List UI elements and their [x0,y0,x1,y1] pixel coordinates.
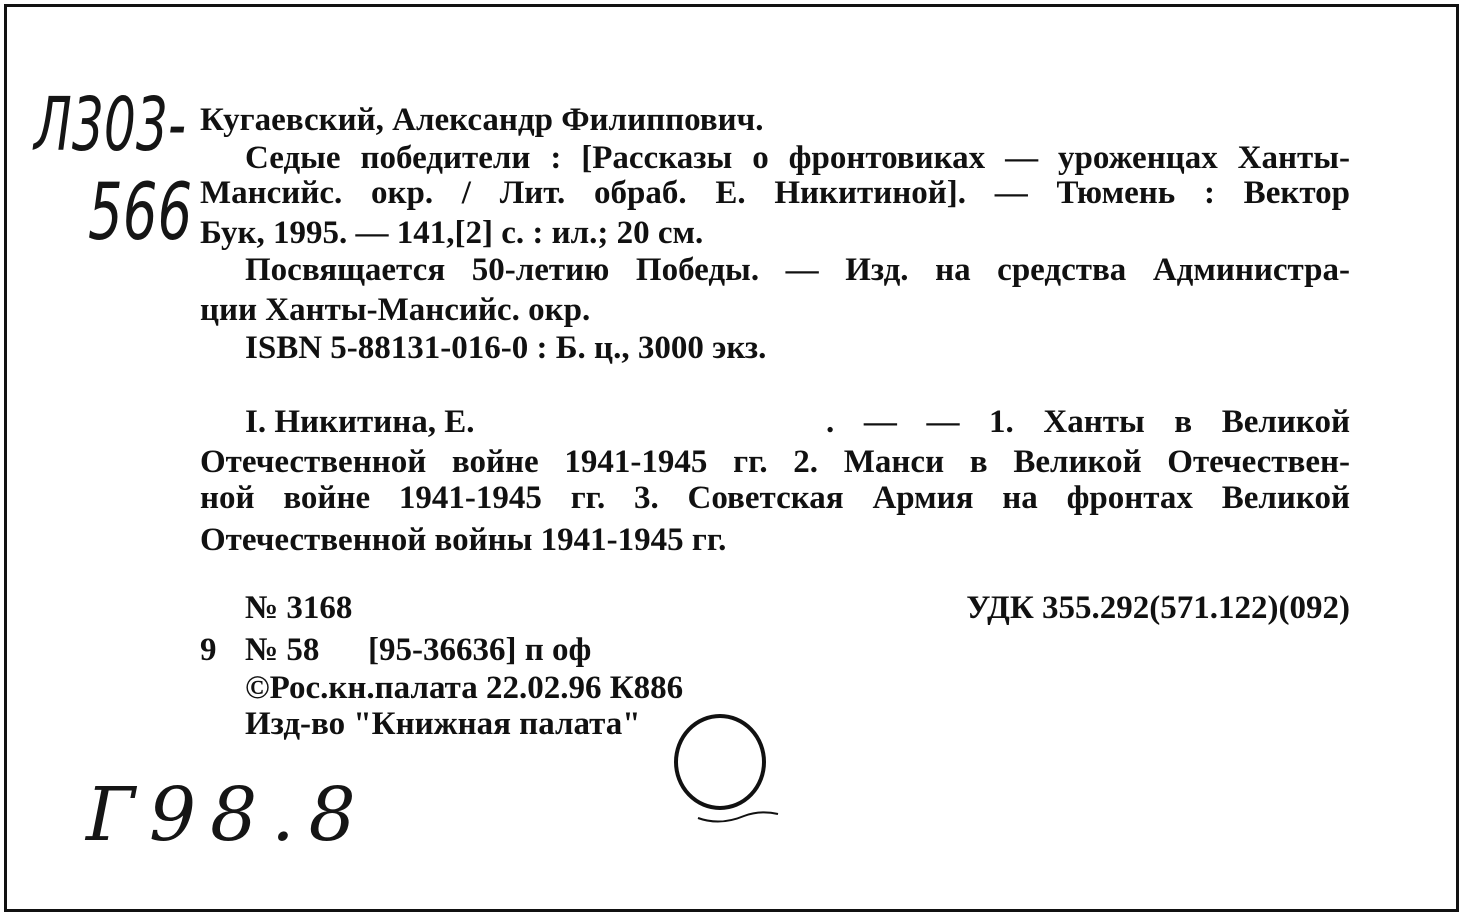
author-heading: Кугаевский, Александр Филиппович. [200,102,764,138]
copyright-line: ©Рос.кн.палата 22.02.96 К886 [245,670,684,706]
tracing-entry: I. Никитина, Е. [245,404,475,440]
note-line-1: Посвящается 50-летию Победы. — Изд. на средства Администра- [245,252,1350,288]
copies-count: 9 [200,632,217,668]
hand-drawn-circle [660,700,800,840]
title-line-3: Бук, 1995. — 141,[2] с. : ил.; 20 см. [200,215,704,251]
udc-code: УДК 355.292(571.122)(092) [966,590,1350,626]
order-number: № 58 [245,632,320,668]
title-line-1: Седые победители : [Рассказы о фронтовиках — уроженцах Ханты- [245,140,1350,176]
call-number-top: Л303- [34,82,187,168]
tracing-subjects-start: . — — 1. Ханты в Великой [826,404,1350,440]
tracing-subjects-line-3: Отечественной войны 1941-1945 гг. [200,522,727,558]
tracing-subjects-line-2: ной войне 1941-1945 гг. 3. Советская Армия на фронтах Великой [200,480,1350,516]
title-line-2: Мансийс. окр. / Лит. обраб. Е. Никитиной]. — Тюмень : Вектор [200,175,1350,211]
shelf-mark: Г98.8 [86,772,370,858]
note-line-2: ции Ханты-Мансийс. окр. [200,292,591,328]
card-number: № 3168 [245,590,353,626]
call-number-bottom: 566 [88,168,193,258]
order-details: [95-36636] п оф [368,632,592,668]
publisher-line: Изд-во "Книжная палата" [245,706,641,742]
tracing-subjects-line-1: Отечественной войне 1941-1945 гг. 2. Манси в Великой Отечествен- [200,444,1350,480]
isbn-line: ISBN 5-88131-016-0 : Б. ц., 3000 экз. [245,330,767,366]
